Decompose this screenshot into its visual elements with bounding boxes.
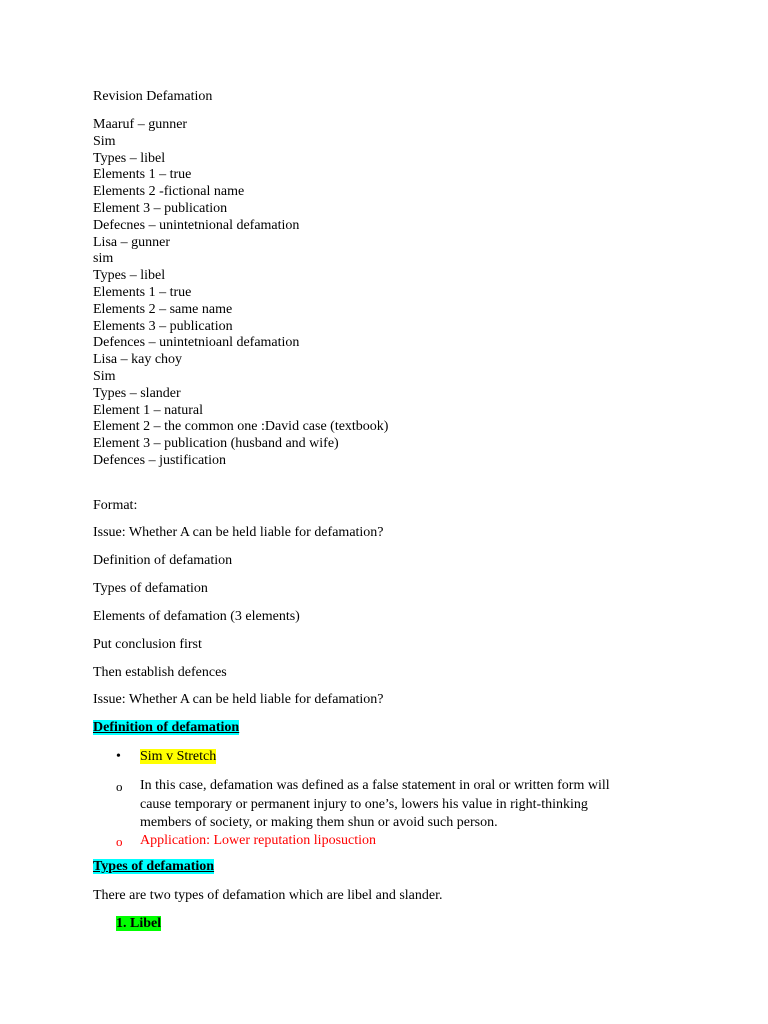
note-line: Elements 2 – same name [93, 302, 233, 317]
case-name: Sim v Stretch [140, 749, 217, 764]
note-line: sim [93, 251, 114, 266]
definition-heading-text: Definition of defamation [93, 720, 240, 735]
note-line: Defences – justification [93, 453, 226, 468]
sub-bullet-icon: o [116, 779, 123, 794]
note-line: Defecnes – unintetnional defamation [93, 218, 300, 233]
document-title: Revision Defamation [93, 89, 213, 104]
format-item: Definition of defamation [93, 553, 233, 568]
format-item: Put conclusion first [93, 637, 202, 652]
note-line: Types – libel [93, 151, 166, 166]
case-bullet [140, 747, 216, 766]
note-line: Elements 1 – true [93, 285, 192, 300]
format-item: Elements of defamation (3 elements) [93, 609, 300, 624]
note-line: Sim [93, 134, 116, 149]
note-line: Sim [93, 369, 116, 384]
definition-line: cause temporary or permanent injury to one’s, lowers his value in right-thinking [140, 797, 588, 812]
definition-heading [93, 719, 239, 736]
application-text: Application: Lower reputation liposuction [140, 833, 377, 848]
note-line: Elements 1 – true [93, 167, 192, 182]
numbered-item [116, 915, 161, 932]
format-item: Types of defamation [93, 581, 208, 596]
sub-bullet-icon: o [116, 834, 123, 849]
format-label: Format: [93, 498, 138, 513]
libel-item: 1. Libel [116, 916, 162, 931]
types-heading-text: Types of defamation [93, 859, 215, 874]
note-line: Lisa – gunner [93, 235, 170, 250]
bullet-icon: • [116, 749, 121, 764]
definition-line: In this case, defamation was defined as a false statement in oral or written form will [140, 778, 610, 793]
definition-line: members of society, or making them shun or avoid such person. [140, 815, 498, 830]
note-line: Elements 2 -fictional name [93, 184, 245, 199]
note-line: Element 2 – the common one :David case (textbook) [93, 419, 389, 434]
note-line: Element 1 – natural [93, 403, 204, 418]
note-line: Types – slander [93, 386, 181, 401]
format-item: Issue: Whether A can be held liable for defamation? [93, 692, 384, 707]
format-item: Then establish defences [93, 665, 227, 680]
format-item: Issue: Whether A can be held liable for defamation? [93, 525, 384, 540]
note-line: Lisa – kay choy [93, 352, 183, 367]
note-line: Element 3 – publication [93, 201, 228, 216]
note-line: Types – libel [93, 268, 166, 283]
types-intro: There are two types of defamation which are libel and slander. [93, 888, 443, 903]
note-line: Elements 3 – publication [93, 319, 233, 334]
types-heading [93, 858, 214, 875]
note-line: Maaruf – gunner [93, 117, 188, 132]
note-line: Element 3 – publication (husband and wife) [93, 436, 339, 451]
note-line: Defences – unintetnioanl defamation [93, 335, 300, 350]
